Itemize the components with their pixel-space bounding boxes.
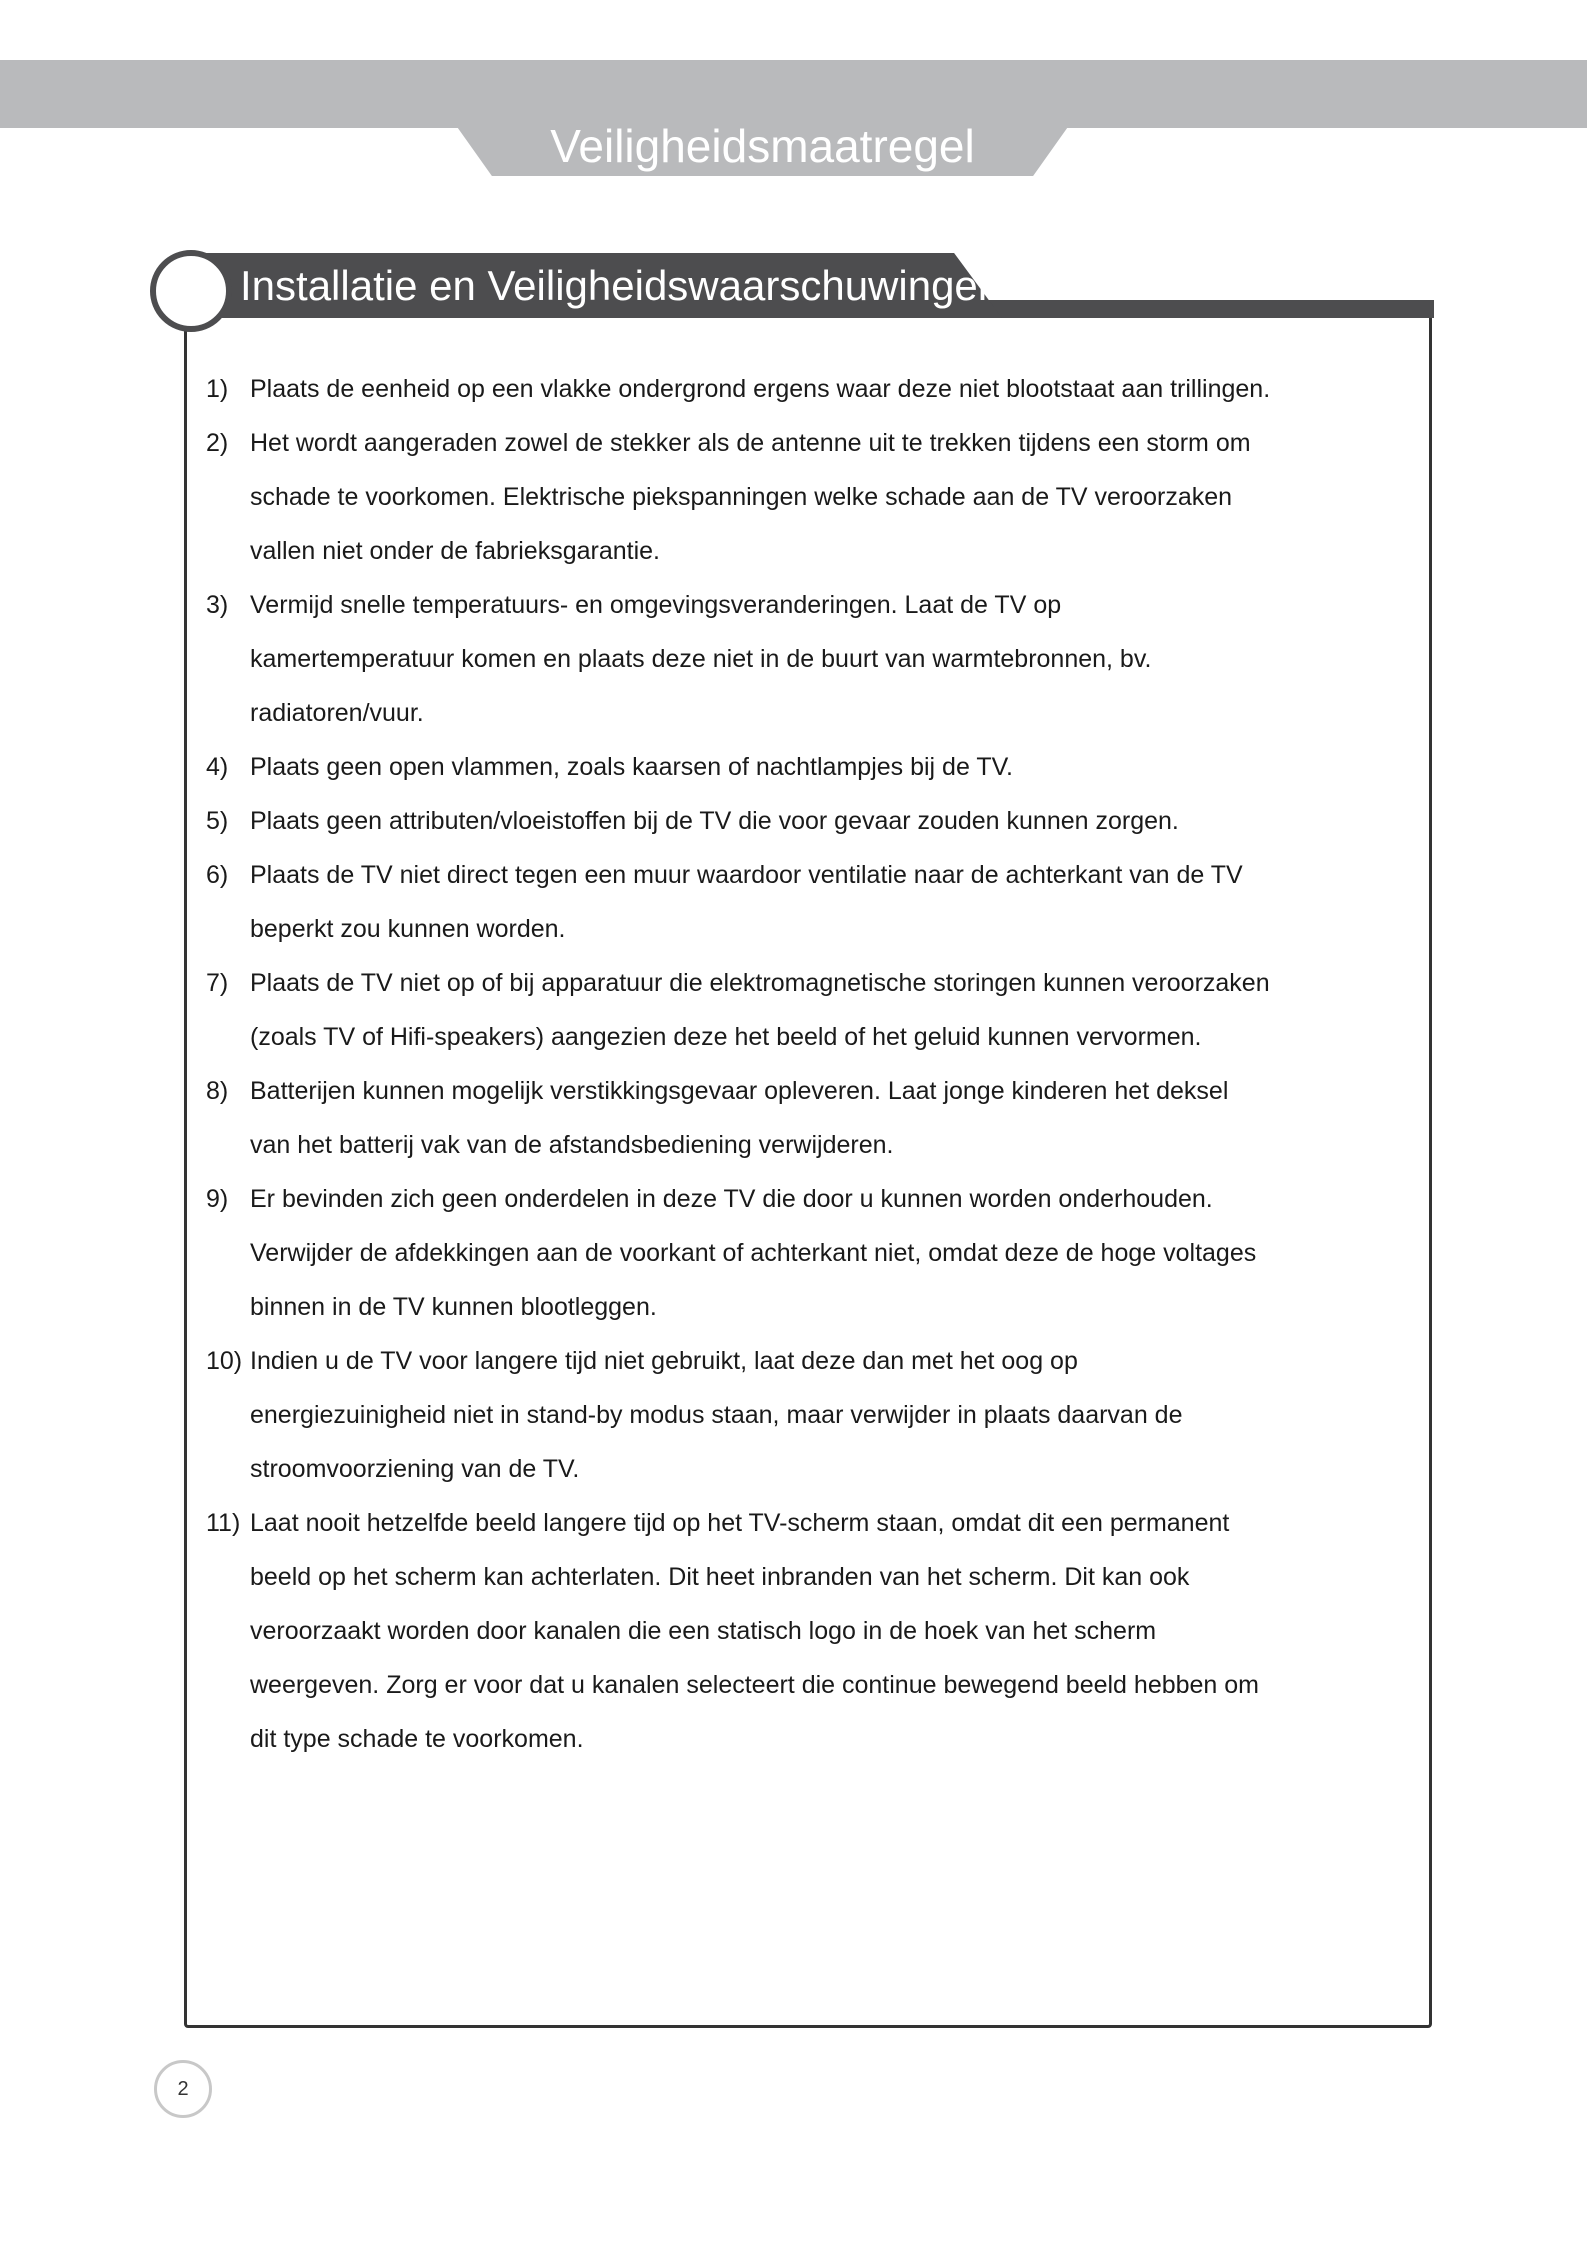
item-number: 5) — [206, 807, 229, 835]
item-text-line: kamertemperatuur komen en plaats deze niet in de buurt van warmtebronnen, bv. — [250, 645, 1152, 673]
section-bullet-icon — [150, 250, 232, 332]
page-title: Veiligheidsmaatregel — [550, 120, 975, 172]
item-number: 3) — [206, 591, 229, 619]
item-text-line: energiezuinigheid niet in stand-by modus staan, maar verwijder in plaats daarvan de — [250, 1401, 1183, 1429]
item-text-line: Het wordt aangeraden zowel de stekker als de antenne uit te trekken tijdens een storm om — [250, 429, 1251, 457]
item-text-line: schade te voorkomen. Elektrische piekspanningen welke schade aan de TV veroorzaken — [250, 483, 1233, 511]
list-item — [206, 794, 1356, 848]
item-text-line: beperkt zou kunnen worden. — [250, 915, 566, 943]
item-text-line: weergeven. Zorg er voor dat u kanalen selecteert die continue bewegend beeld hebben om — [250, 1671, 1260, 1699]
item-text-line: van het batterij vak van de afstandsbediening verwijderen. — [250, 1131, 894, 1159]
item-text-line: Indien u de TV voor langere tijd niet gebruikt, laat deze dan met het oog op — [250, 1347, 1078, 1375]
item-number: 10) — [206, 1347, 243, 1375]
list-item — [206, 1334, 1356, 1496]
list-item — [206, 362, 1356, 416]
item-text-line: Plaats geen open vlammen, zoals kaarsen of nachtlampjes bij de TV. — [250, 753, 1013, 781]
item-number: 8) — [206, 1077, 229, 1105]
item-text-line: Plaats de TV niet op of bij apparatuur die elektromagnetische storingen kunnen veroorzaken — [250, 969, 1270, 997]
item-text-line: Plaats de TV niet direct tegen een muur waardoor ventilatie naar de achterkant van de TV — [250, 861, 1243, 889]
item-text-line: beeld op het scherm kan achterlaten. Dit heet inbranden van het scherm. Dit kan ook — [250, 1563, 1190, 1591]
item-number: 11) — [206, 1509, 241, 1537]
item-text-line: dit type schade te voorkomen. — [250, 1725, 584, 1753]
item-text-line: Laat nooit hetzelfde beeld langere tijd op het TV-scherm staan, omdat dit een permanent — [250, 1509, 1230, 1537]
item-text-line: Plaats geen attributen/vloeistoffen bij de TV die voor gevaar zouden kunnen zorgen. — [250, 807, 1179, 835]
item-text-line: binnen in de TV kunnen blootleggen. — [250, 1293, 657, 1321]
list-item — [206, 740, 1356, 794]
item-text-line: radiatoren/vuur. — [250, 699, 424, 727]
list-item — [206, 1064, 1356, 1172]
item-number: 9) — [206, 1185, 229, 1213]
page-number: 2 — [154, 2060, 212, 2118]
item-number: 4) — [206, 753, 229, 781]
safety-list — [206, 362, 1356, 1766]
item-number: 1) — [206, 375, 229, 403]
item-number: 2) — [206, 429, 229, 457]
item-text-line: veroorzaakt worden door kanalen die een statisch logo in de hoek van het scherm — [250, 1617, 1157, 1645]
item-text-line: (zoals TV of Hifi-speakers) aangezien deze het beeld of het geluid kunnen vervormen. — [250, 1023, 1202, 1051]
item-number: 7) — [206, 969, 229, 997]
item-text-line: Plaats de eenheid op een vlakke ondergrond ergens waar deze niet blootstaat aan trillingen. — [250, 375, 1271, 403]
item-text-line: Vermijd snelle temperatuurs- en omgevingsveranderingen. Laat de TV op — [250, 591, 1062, 619]
item-text-line: Batterijen kunnen mogelijk verstikkingsgevaar opleveren. Laat jonge kinderen het deksel — [250, 1077, 1229, 1105]
item-text-line: Er bevinden zich geen onderdelen in deze TV die door u kunnen worden onderhouden. — [250, 1185, 1213, 1213]
item-text-line: Verwijder de afdekkingen aan de voorkant of achterkant niet, omdat deze de hoge voltages — [250, 1239, 1257, 1267]
list-item — [206, 416, 1356, 578]
section-title: Installatie en Veiligheidswaarschuwingen — [240, 262, 1002, 309]
item-text-line: vallen niet onder de fabrieksgarantie. — [250, 537, 660, 565]
list-item — [206, 1496, 1356, 1766]
list-item — [206, 848, 1356, 956]
list-item — [206, 1172, 1356, 1334]
item-number: 6) — [206, 861, 229, 889]
list-item — [206, 578, 1356, 740]
list-item — [206, 956, 1356, 1064]
item-text-line: stroomvoorziening van de TV. — [250, 1455, 580, 1483]
